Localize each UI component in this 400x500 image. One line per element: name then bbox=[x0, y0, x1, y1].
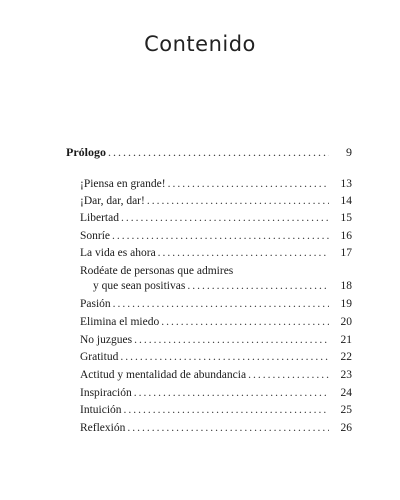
toc-entry-page: 24 bbox=[340, 387, 352, 399]
toc-entry-label: Sonríe bbox=[80, 230, 111, 242]
toc-entry-page: 21 bbox=[340, 334, 352, 346]
toc-entry-label: No juzgues bbox=[80, 334, 133, 346]
toc-entry-page: 19 bbox=[340, 298, 352, 310]
toc-entry-label: Elimina el miedo bbox=[80, 316, 160, 328]
toc-entry bbox=[80, 421, 352, 435]
toc-entry bbox=[80, 350, 352, 364]
toc-entry bbox=[80, 368, 352, 382]
toc-entry-page: 16 bbox=[340, 230, 352, 242]
dot-leader bbox=[248, 368, 329, 382]
dot-leader bbox=[134, 386, 329, 400]
dot-leader bbox=[161, 315, 329, 329]
dot-leader bbox=[134, 333, 329, 347]
toc-entry-page: 9 bbox=[346, 145, 352, 159]
toc-entry-label: Intuición bbox=[80, 404, 122, 416]
dot-leader bbox=[168, 177, 329, 191]
dot-leader bbox=[124, 403, 329, 417]
toc-entry bbox=[80, 386, 352, 400]
toc-entry bbox=[80, 246, 352, 260]
page-title: Contenido bbox=[144, 32, 256, 56]
dot-leader bbox=[108, 145, 329, 159]
toc-entry-label: Actitud y mentalidad de abundancia bbox=[80, 369, 247, 381]
toc-entry-page: 23 bbox=[340, 369, 352, 381]
toc-entry-label: Reflexión bbox=[80, 422, 126, 434]
toc-entry-prologue bbox=[66, 145, 352, 159]
toc-entry-page: 26 bbox=[340, 422, 352, 434]
toc-entry-label: ¡Piensa en grande! bbox=[80, 178, 166, 190]
toc-entry bbox=[80, 315, 352, 329]
toc-entry-page: 15 bbox=[340, 212, 352, 224]
dot-leader bbox=[121, 211, 329, 225]
dot-leader bbox=[120, 350, 329, 364]
toc-entry-page: 22 bbox=[340, 351, 352, 363]
toc-entry-label: Pasión bbox=[80, 298, 111, 310]
toc-entry-page: 18 bbox=[340, 280, 352, 292]
toc-entry-page: 13 bbox=[340, 178, 352, 190]
dot-leader bbox=[127, 421, 329, 435]
toc-entry bbox=[80, 297, 352, 311]
toc-entry bbox=[80, 333, 352, 347]
toc-entry-label: ¡Dar, dar, dar! bbox=[80, 195, 145, 207]
toc-entry-page: 20 bbox=[340, 316, 352, 328]
dot-leader bbox=[187, 279, 329, 293]
dot-leader bbox=[158, 246, 329, 260]
toc-entry-page: 14 bbox=[340, 195, 352, 207]
toc-entry-label: Inspiración bbox=[80, 387, 132, 399]
toc-entry-page: 17 bbox=[340, 247, 352, 259]
toc-entry bbox=[80, 211, 352, 225]
toc-entry-page: 25 bbox=[340, 404, 352, 416]
toc-entry bbox=[80, 403, 352, 417]
toc-entry-label: Libertad bbox=[80, 212, 119, 224]
dot-leader bbox=[112, 229, 329, 243]
toc-entry-label-line1: Rodéate de personas que admires bbox=[80, 265, 234, 277]
toc-entry bbox=[80, 177, 352, 191]
toc-entry bbox=[80, 229, 352, 243]
dot-leader bbox=[113, 297, 329, 311]
toc-entry-label: Prólogo bbox=[66, 145, 106, 159]
toc-entry-label-line2: y que sean positivas bbox=[93, 280, 186, 292]
dot-leader bbox=[147, 194, 329, 208]
toc-entry bbox=[93, 279, 352, 293]
toc-entry-label: Gratitud bbox=[80, 351, 119, 363]
toc-entry-label: La vida es ahora bbox=[80, 247, 156, 259]
toc-entry bbox=[80, 194, 352, 208]
